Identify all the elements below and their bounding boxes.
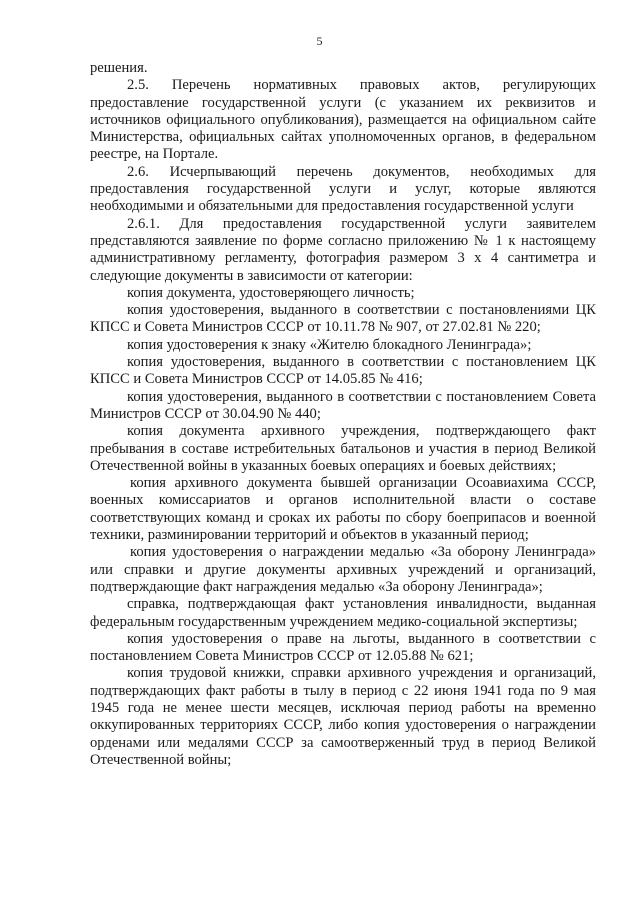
list-item-leningrad-defense-medal: копия удостоверения о награждении медалью «За оборону Ленинграда» или справки и другие документы архивных учреждений и организаций, подтверждающие факт награждения медалью «За оборону Ленинграда»; <box>90 544 596 595</box>
list-item-certificate-907-220: копия удостоверения, выданного в соответствии с постановлениями ЦК КПСС и Совета Министров СССР от 10.11.78 № 907, от 27.02.81 № 220; <box>90 302 596 336</box>
paragraph-2-6-heading: 2.6. Исчерпывающий перечень документов, необходимых для предоставления государственной услуги и услуг, которые являются необходимыми и обязательными для предоставления государственной услуги <box>90 163 596 215</box>
list-item-disability-certificate: справка, подтверждающая факт установления инвалидности, выданная федеральным государственным учреждением медико-социальной экспертизы; <box>90 596 596 630</box>
paragraph-2-6-1: 2.6.1. Для предоставления государственной услуги заявителем представляются заявление по форме согласно приложению № 1 к настоящему административному регламенту, фотография размером 3 х 4 сантиметра и следующие документы в зависимости от категории: <box>90 215 596 284</box>
list-item-identity-document: копия документа, удостоверяющего личность; <box>127 284 415 301</box>
list-item-certificate-416: копия удостоверения, выданного в соответствии с постановлением ЦК КПСС и Совета Министров СССР от 14.05.85 № 416; <box>90 354 596 388</box>
list-item-work-record-home-front: копия трудовой книжки, справки архивного учреждения и организаций, подтверждающих факт работы в тылу в период с 22 июня 1941 года по 9 мая 1945 года не менее шести месяцев, исключая период работы на временно оккупированных территориях СССР, либо копия удостоверения о награждении орденами или медалями СССР за самоотверженный труд в период Великой Отечественной войны; <box>90 665 596 768</box>
list-item-certificate-440: копия удостоверения, выданного в соответствии с постановлением Совета Министров СССР от 30.04.90 № 440; <box>90 388 596 422</box>
list-item-archive-destroyer-battalions: копия документа архивного учреждения, подтверждающего факт пребывания в составе истребительных батальонов и участия в период Великой Отечественной войны в указанных боевых операциях и боевых действиях; <box>90 423 596 474</box>
list-item-benefits-certificate-621: копия удостоверения о праве на льготы, выданного в соответствии с постановлением Совета Министров СССР от 12.05.88 № 621; <box>90 630 596 665</box>
list-item-osoaviakhim-archive: копия архивного документа бывшей организации Осоавиахима СССР, военных комиссариатов и органов исполнительной власти о составе соответствующих команд и сроках их работы по сбору боеприпасов и военной техники, разминировании территорий и объектов в указанный период; <box>90 475 596 544</box>
paragraph-2-5: 2.5. Перечень нормативных правовых актов, регулирующих предоставление государственной услуги (с указанием их реквизитов и источников официального опубликования), размещается на официальном сайте Министерства, официальных сайтах уполномоченных органов, в федеральном реестре, на Портале. <box>90 77 596 163</box>
paragraph-continuation: решения. <box>90 60 148 76</box>
list-item-blockade-badge-certificate: копия удостоверения к знаку «Жителю блокадного Ленинграда»; <box>127 336 532 353</box>
page-number: 5 <box>316 34 323 48</box>
document-body <box>90 60 596 769</box>
